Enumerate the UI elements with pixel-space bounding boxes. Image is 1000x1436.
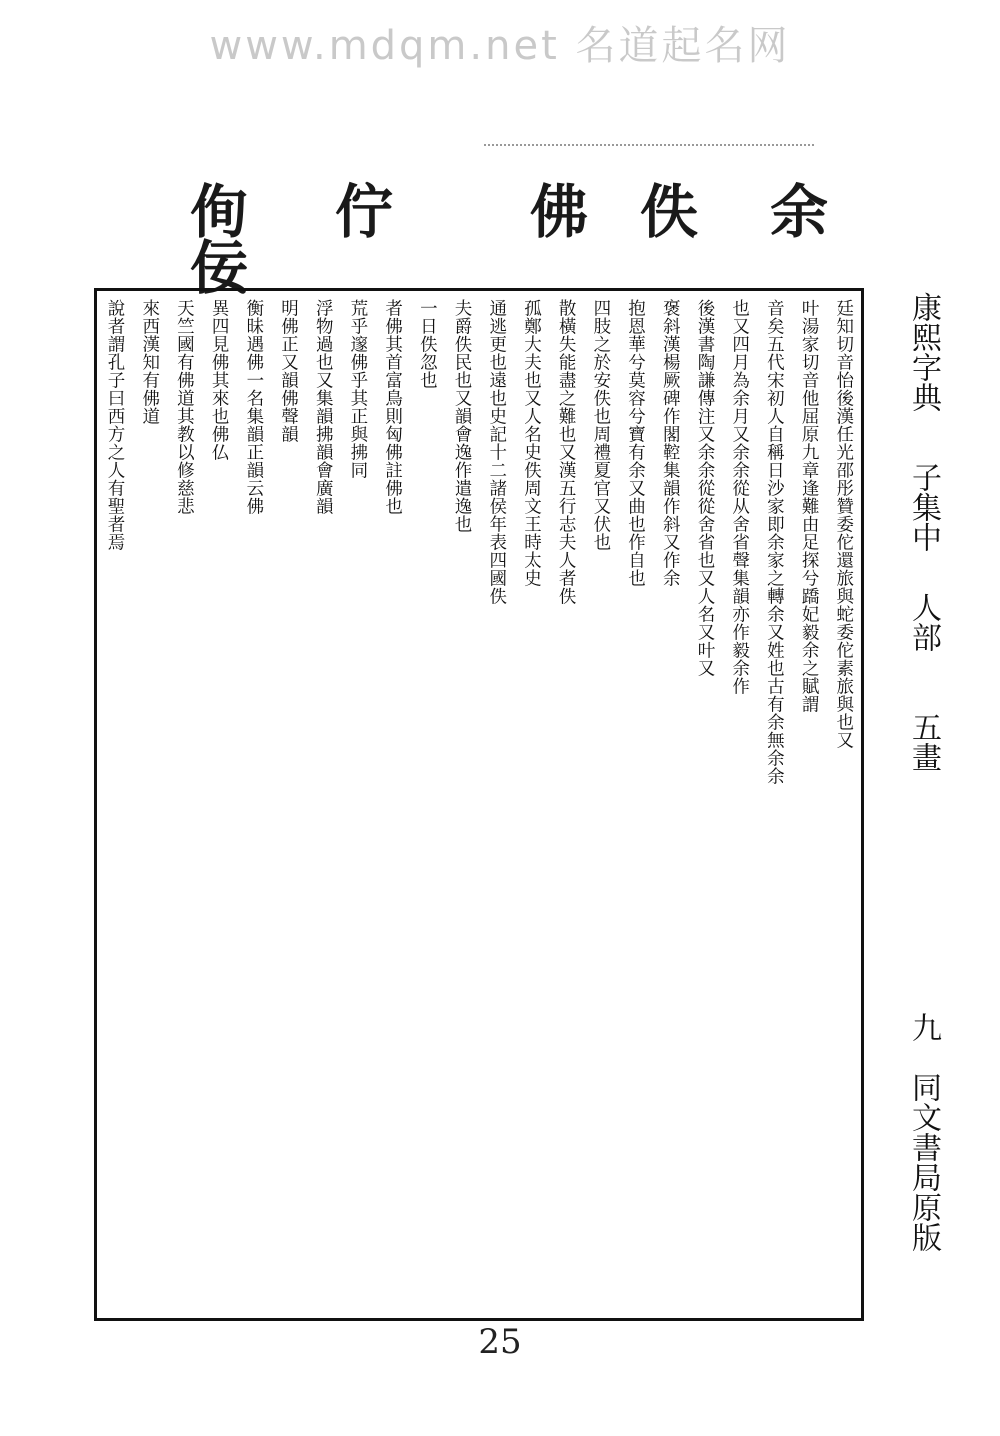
dictionary-text-frame xyxy=(94,288,864,1321)
heading-char: 余 xyxy=(770,178,829,246)
text-column: 來西漢知有佛道 xyxy=(139,299,160,425)
text-column: 者佛其首富鳥則匈佛註佛也 xyxy=(382,299,403,515)
text-column: 孤鄭大夫也又人名史佚周文王時太史 xyxy=(521,299,542,587)
text-column: 也又四月為余月又余余從从舍省聲集韻亦作毅余作 xyxy=(729,299,750,695)
side-margin xyxy=(880,292,940,1322)
text-column: 明佛正又韻佛聲韻 xyxy=(278,299,299,443)
text-columns xyxy=(103,299,855,1310)
volume-label: 子集中 xyxy=(906,462,941,552)
text-column: 夫爵佚民也又韻會逸作遣逸也 xyxy=(452,299,473,533)
watermark-text: www.mdqm.net 名道起名网 xyxy=(209,23,791,69)
text-column: 抱恩華兮莫容兮寶有余又曲也作自也 xyxy=(625,299,646,587)
text-column: 散橫失能盡之難也又漢五行志夫人者佚 xyxy=(556,299,577,605)
heading-characters xyxy=(150,178,850,302)
heading-char: 佚 xyxy=(640,178,699,246)
page-number: 25 xyxy=(478,1322,522,1362)
text-column: 衡昧遇佛一名集韻正韻云佛 xyxy=(243,299,264,515)
text-column: 浮物過也又集韻拂韻會廣韻 xyxy=(313,299,334,515)
text-column: 異四見佛其來也佛仏 xyxy=(209,299,230,461)
text-column: 通逃更也遠也史記十二諸侯年表四國佚 xyxy=(486,299,507,605)
text-column: 音矣五代宋初人自稱日沙家即余家之轉余又姓也古有余無余余 xyxy=(764,299,785,785)
book-title: 康熙字典 xyxy=(906,292,941,412)
heading-char: 佞 xyxy=(190,234,249,302)
text-column: 後漢書陶謙傳注又余余從從舍省也又人名又叶又 xyxy=(694,299,715,677)
strokes-label: 五畫 xyxy=(906,712,941,772)
heading-char: 侚 xyxy=(190,178,249,246)
radical-label: 人部 xyxy=(906,592,941,652)
text-column: 說者謂孔子曰西方之人有聖者焉 xyxy=(105,299,125,551)
dotted-rule xyxy=(484,144,814,152)
text-column: 天竺國有佛道其教以修慈悲 xyxy=(174,299,195,515)
page-number-cn: 九 xyxy=(906,1012,941,1042)
text-column: 荒乎邃佛乎其正與拂同 xyxy=(347,299,368,479)
text-column: 褒斜漢楊厥碑作閣鞚集韻作斜又作余 xyxy=(660,299,681,587)
text-column: 四肢之於安佚也周禮夏官又伏也 xyxy=(590,299,611,551)
text-column: 叶湯家切音他屈原九章逢難由足探兮蹻妃毅余之賦謂 xyxy=(799,299,820,713)
text-column: 廷知切音怡後漢任光邵彤贊委佗還旅與蛇委佗素旅與也又 xyxy=(833,299,854,749)
heading-char: 佛 xyxy=(530,178,589,246)
publisher-label: 同文書局原版 xyxy=(906,1072,941,1252)
text-column: 一日佚忽也 xyxy=(417,299,438,389)
heading-char: 佇 xyxy=(335,178,394,246)
